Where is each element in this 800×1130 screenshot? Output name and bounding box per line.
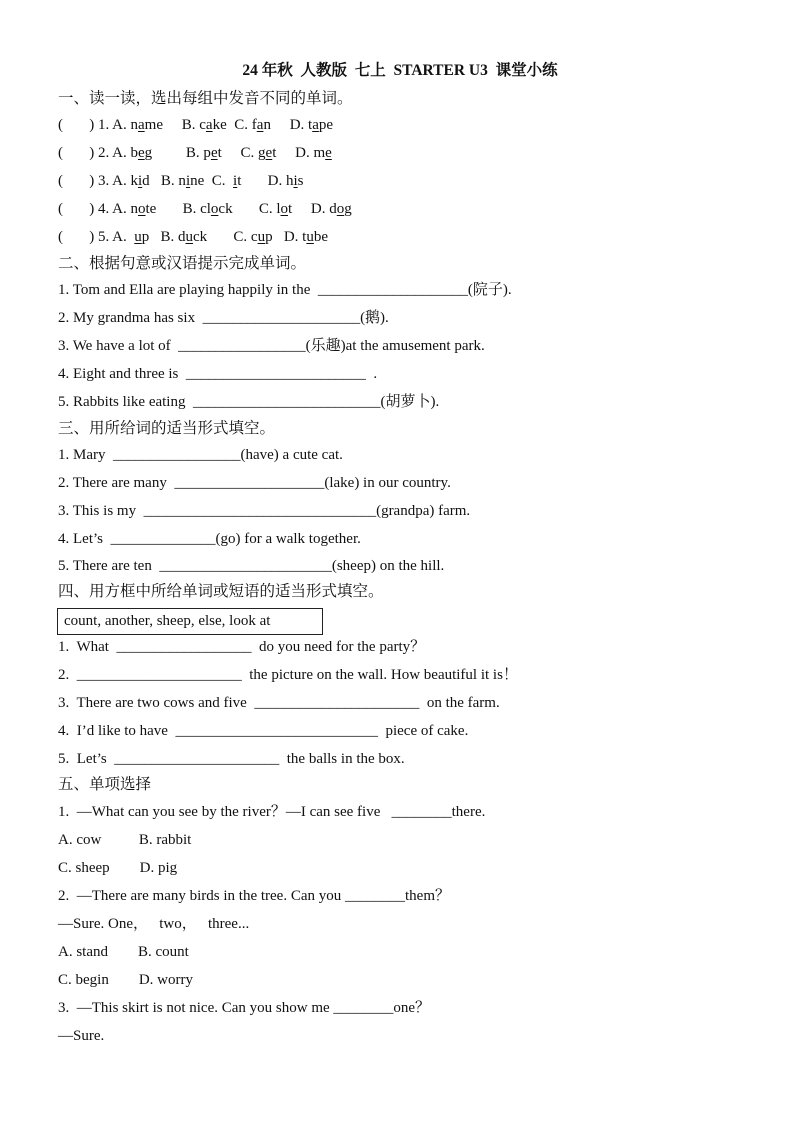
phonics-item-1: ( ) 1. A. name B. cake C. fan D. tape xyxy=(58,117,334,133)
section2-heading: 二、根据句意或汉语提示完成单词。 xyxy=(58,255,307,272)
fill-item-3-4: 4. Let’s ______________(go) for a walk together. xyxy=(58,531,361,547)
word-box: count, another, sheep, else, look at xyxy=(57,608,323,635)
fill-item-2-2: 2. My grandma has six _____________________(鹅). xyxy=(58,310,389,326)
mc-options-2a: A. stand B. count xyxy=(58,944,189,960)
section5-heading: 五、单项选择 xyxy=(58,776,152,793)
fill-item-3-3: 3. This is my _______________________________(grandpa) farm. xyxy=(58,503,471,519)
fill-item-2-3: 3. We have a lot of _________________(乐趣)at the amusement park. xyxy=(58,338,485,354)
fill-item-4-2: 2. ______________________ the picture on the wall. How beautiful it is！ xyxy=(58,667,518,683)
fill-item-4-3: 3. There are two cows and five ______________________ on the farm. xyxy=(58,695,500,711)
page-title: 24 年秋 人教版 七上 STARTER U3 课堂小练 xyxy=(242,62,558,79)
mc-question-2: 2. —There are many birds in the tree. Can you ________them？ xyxy=(58,888,450,904)
fill-item-3-2: 2. There are many ____________________(lake) in our country. xyxy=(58,475,451,491)
section1-heading: 一、读一读，选出每组中发音不同的单词。 xyxy=(58,90,353,107)
phonics-item-3: ( ) 3. A. kid B. nine C. it D. his xyxy=(58,173,304,189)
mc-question-3: 3. —This skirt is not nice. Can you show me ________one？ xyxy=(58,1000,431,1016)
mc-dialog-2: —Sure. One， two， three... xyxy=(58,916,250,932)
fill-item-4-4: 4. I’d like to have ___________________________ piece of cake. xyxy=(58,723,469,739)
fill-item-4-5: 5. Let’s ______________________ the balls in the box. xyxy=(58,751,405,767)
mc-question-1: 1. —What can you see by the river？—I can see five ________there. xyxy=(58,804,486,820)
fill-item-2-1: 1. Tom and Ella are playing happily in the ____________________(院子). xyxy=(58,282,512,298)
fill-item-2-4: 4. Eight and three is ________________________ . xyxy=(58,366,378,382)
phonics-item-2: ( ) 2. A. beg B. pet C. get D. me xyxy=(58,145,332,161)
section3-heading: 三、用所给词的适当形式填空。 xyxy=(58,420,276,437)
mc-options-1b: C. sheep D. pig xyxy=(58,860,178,876)
mc-options-2b: C. begin D. worry xyxy=(58,972,193,988)
fill-item-2-5: 5. Rabbits like eating _________________________(胡萝卜). xyxy=(58,394,440,410)
mc-options-1a: A. cow B. rabbit xyxy=(58,832,192,848)
phonics-item-4: ( ) 4. A. note B. clock C. lot D. dog xyxy=(58,201,352,217)
fill-item-3-1: 1. Mary _________________(have) a cute cat. xyxy=(58,447,343,463)
fill-item-4-1: 1. What __________________ do you need for the party？ xyxy=(58,639,426,655)
fill-item-3-5: 5. There are ten _______________________(sheep) on the hill. xyxy=(58,558,445,574)
section4-heading: 四、用方框中所给单词或短语的适当形式填空。 xyxy=(58,583,384,600)
mc-dialog-3: —Sure. xyxy=(58,1028,105,1044)
phonics-item-5: ( ) 5. A. up B. duck C. cup D. tube xyxy=(58,229,329,245)
